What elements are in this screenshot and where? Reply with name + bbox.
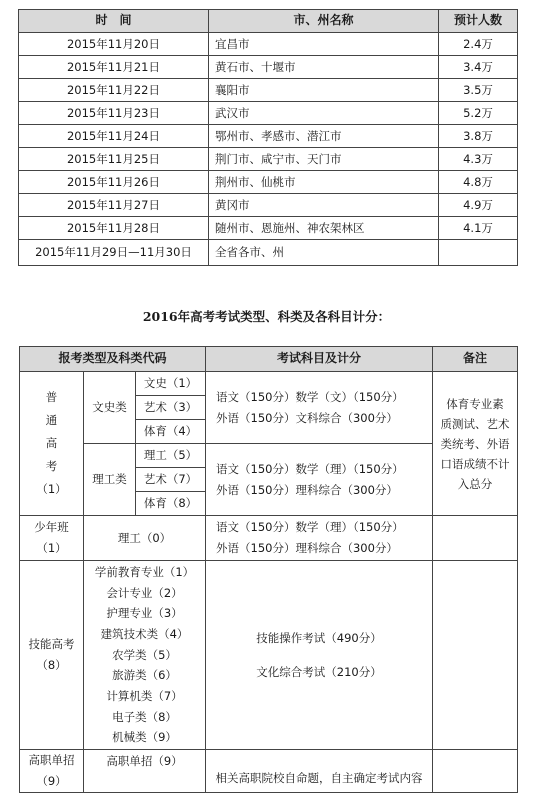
- shaonian-subjects: [206, 516, 433, 561]
- date-cell: 2015年11月20日: [19, 33, 209, 56]
- gaozhi-row: [20, 750, 518, 793]
- gaozhi-label: [20, 750, 84, 793]
- note-line: 体育专业素: [446, 396, 504, 411]
- jineng-item: 会计专业（2）: [106, 585, 183, 600]
- putong-char: 考: [45, 459, 58, 473]
- jineng-code: （8）: [36, 658, 67, 672]
- table-row: [19, 56, 518, 79]
- date-cell: 2015年11月29日—11月30日: [19, 240, 209, 266]
- city-cell: 武汉市: [209, 102, 439, 125]
- shaonian-label: [20, 516, 84, 561]
- header-count: 预计人数: [439, 10, 518, 33]
- header-type: 报考类型及科类代码: [20, 347, 206, 372]
- wenshi-item: 艺术（3）: [136, 396, 206, 420]
- header-subjects: 考试科目及计分: [206, 347, 433, 372]
- subjects-line: 语文（150分）数学（文）（150分）: [216, 389, 404, 404]
- gaozhi-name: 高职单招: [28, 753, 75, 767]
- ligong-item: 体育（8）: [136, 492, 206, 516]
- ligong-item: 艺术（7）: [136, 468, 206, 492]
- jineng-item: 电子类（8）: [112, 709, 177, 724]
- exam-table: [19, 346, 518, 793]
- table-row: [19, 171, 518, 194]
- count-cell: 4.9万: [439, 194, 518, 217]
- jineng-name: 技能高考: [28, 637, 75, 651]
- wenshi-label: 文史类: [84, 372, 136, 444]
- jineng-note: [433, 561, 518, 750]
- count-cell: 3.4万: [439, 56, 518, 79]
- count-cell: 4.1万: [439, 217, 518, 240]
- count-cell: 3.8万: [439, 125, 518, 148]
- note-line: 类统考、外语: [440, 436, 510, 451]
- note-line: 质测试、艺术: [440, 416, 510, 431]
- date-cell: 2015年11月26日: [19, 171, 209, 194]
- jineng-item: 机械类（9）: [112, 730, 177, 745]
- schedule-header-row: [19, 10, 518, 33]
- city-cell: 随州市、恩施州、神农架林区: [209, 217, 439, 240]
- date-cell: 2015年11月23日: [19, 102, 209, 125]
- count-cell: 3.5万: [439, 79, 518, 102]
- date-cell: 2015年11月28日: [19, 217, 209, 240]
- jineng-row: [20, 561, 518, 750]
- city-cell: 宜昌市: [209, 33, 439, 56]
- subjects-line: 语文（150分）数学（理）（150分）: [216, 461, 404, 476]
- shaonian-row: [20, 516, 518, 561]
- shaonian-name: 少年班: [34, 520, 69, 534]
- header-date: 时 间: [19, 10, 209, 33]
- table-row: [19, 217, 518, 240]
- city-cell: 荆门市、咸宁市、天门市: [209, 148, 439, 171]
- putong-note: [433, 372, 518, 516]
- date-cell: 2015年11月21日: [19, 56, 209, 79]
- table-row: [19, 79, 518, 102]
- table-row: [19, 33, 518, 56]
- subjects-line: 外语（150分）理科综合（300分）: [216, 482, 398, 497]
- putong-label: [20, 372, 84, 516]
- count-cell: 5.2万: [439, 102, 518, 125]
- jineng-items: [84, 561, 206, 750]
- putong-char: 通: [45, 413, 58, 427]
- header-note: 备注: [433, 347, 518, 372]
- exam-caption: 2016年高考考试类型、科类及各科目计分：: [142, 309, 391, 324]
- count-cell: 4.3万: [439, 148, 518, 171]
- gaozhi-code: （9）: [36, 774, 67, 788]
- date-cell: 2015年11月22日: [19, 79, 209, 102]
- table-row: [19, 125, 518, 148]
- putong-char: 高: [45, 436, 58, 450]
- jineng-label: [20, 561, 84, 750]
- ligong-subjects: [206, 444, 433, 516]
- putong-char: 普: [45, 390, 58, 404]
- shaonian-note: [433, 516, 518, 561]
- jineng-item: 农学类（5）: [112, 647, 177, 662]
- count-cell: [439, 240, 518, 266]
- city-cell: 全省各市、州: [209, 240, 439, 266]
- city-cell: 鄂州市、孝感市、潜江市: [209, 125, 439, 148]
- putong-row: [20, 372, 518, 396]
- jineng-item: 旅游类（6）: [112, 668, 177, 683]
- exam-header-row: [20, 347, 518, 372]
- wenshi-item: 体育（4）: [136, 420, 206, 444]
- schedule-table: [18, 9, 518, 266]
- putong-code: （1）: [36, 482, 67, 496]
- count-cell: 2.4万: [439, 33, 518, 56]
- table-row: [19, 240, 518, 266]
- gaozhi-item: 高职单招（9）: [84, 750, 206, 793]
- date-cell: 2015年11月27日: [19, 194, 209, 217]
- wenshi-item: 文史（1）: [136, 372, 206, 396]
- note-line: 口语成绩不计: [440, 456, 510, 471]
- shaonian-code: （1）: [36, 541, 67, 555]
- city-cell: 黄石市、十堰市: [209, 56, 439, 79]
- shaonian-item: 理工（0）: [84, 516, 206, 561]
- city-cell: 黄冈市: [209, 194, 439, 217]
- date-cell: 2015年11月24日: [19, 125, 209, 148]
- jineng-item: 计算机类（7）: [106, 689, 183, 704]
- count-cell: 4.8万: [439, 171, 518, 194]
- city-cell: 襄阳市: [209, 79, 439, 102]
- date-cell: 2015年11月25日: [19, 148, 209, 171]
- ligong-label: 理工类: [84, 444, 136, 516]
- subjects-line: 外语（150分）文科综合（300分）: [216, 410, 398, 425]
- table-row: [19, 148, 518, 171]
- subjects-line: 技能操作考试（490分）: [256, 631, 382, 645]
- subjects-line: 文化综合考试（210分）: [256, 665, 382, 679]
- jineng-item: 学前教育专业（1）: [94, 564, 195, 579]
- subjects-line: 外语（150分）理科综合（300分）: [216, 541, 398, 555]
- gaozhi-note: [433, 750, 518, 793]
- table-row: [19, 102, 518, 125]
- header-city: 市、州名称: [209, 10, 439, 33]
- gaozhi-subjects: 相关高职院校自命题，自主确定考试内容: [206, 750, 433, 793]
- jineng-item: 护理专业（3）: [106, 606, 183, 621]
- jineng-item: 建筑技术类（4）: [100, 626, 189, 641]
- note-line: 入总分: [457, 476, 493, 491]
- city-cell: 荆州市、仙桃市: [209, 171, 439, 194]
- wenshi-subjects: [206, 372, 433, 444]
- subjects-line: 语文（150分）数学（理）（150分）: [216, 520, 404, 534]
- ligong-item: 理工（5）: [136, 444, 206, 468]
- jineng-subjects: [206, 561, 433, 750]
- table-row: [19, 194, 518, 217]
